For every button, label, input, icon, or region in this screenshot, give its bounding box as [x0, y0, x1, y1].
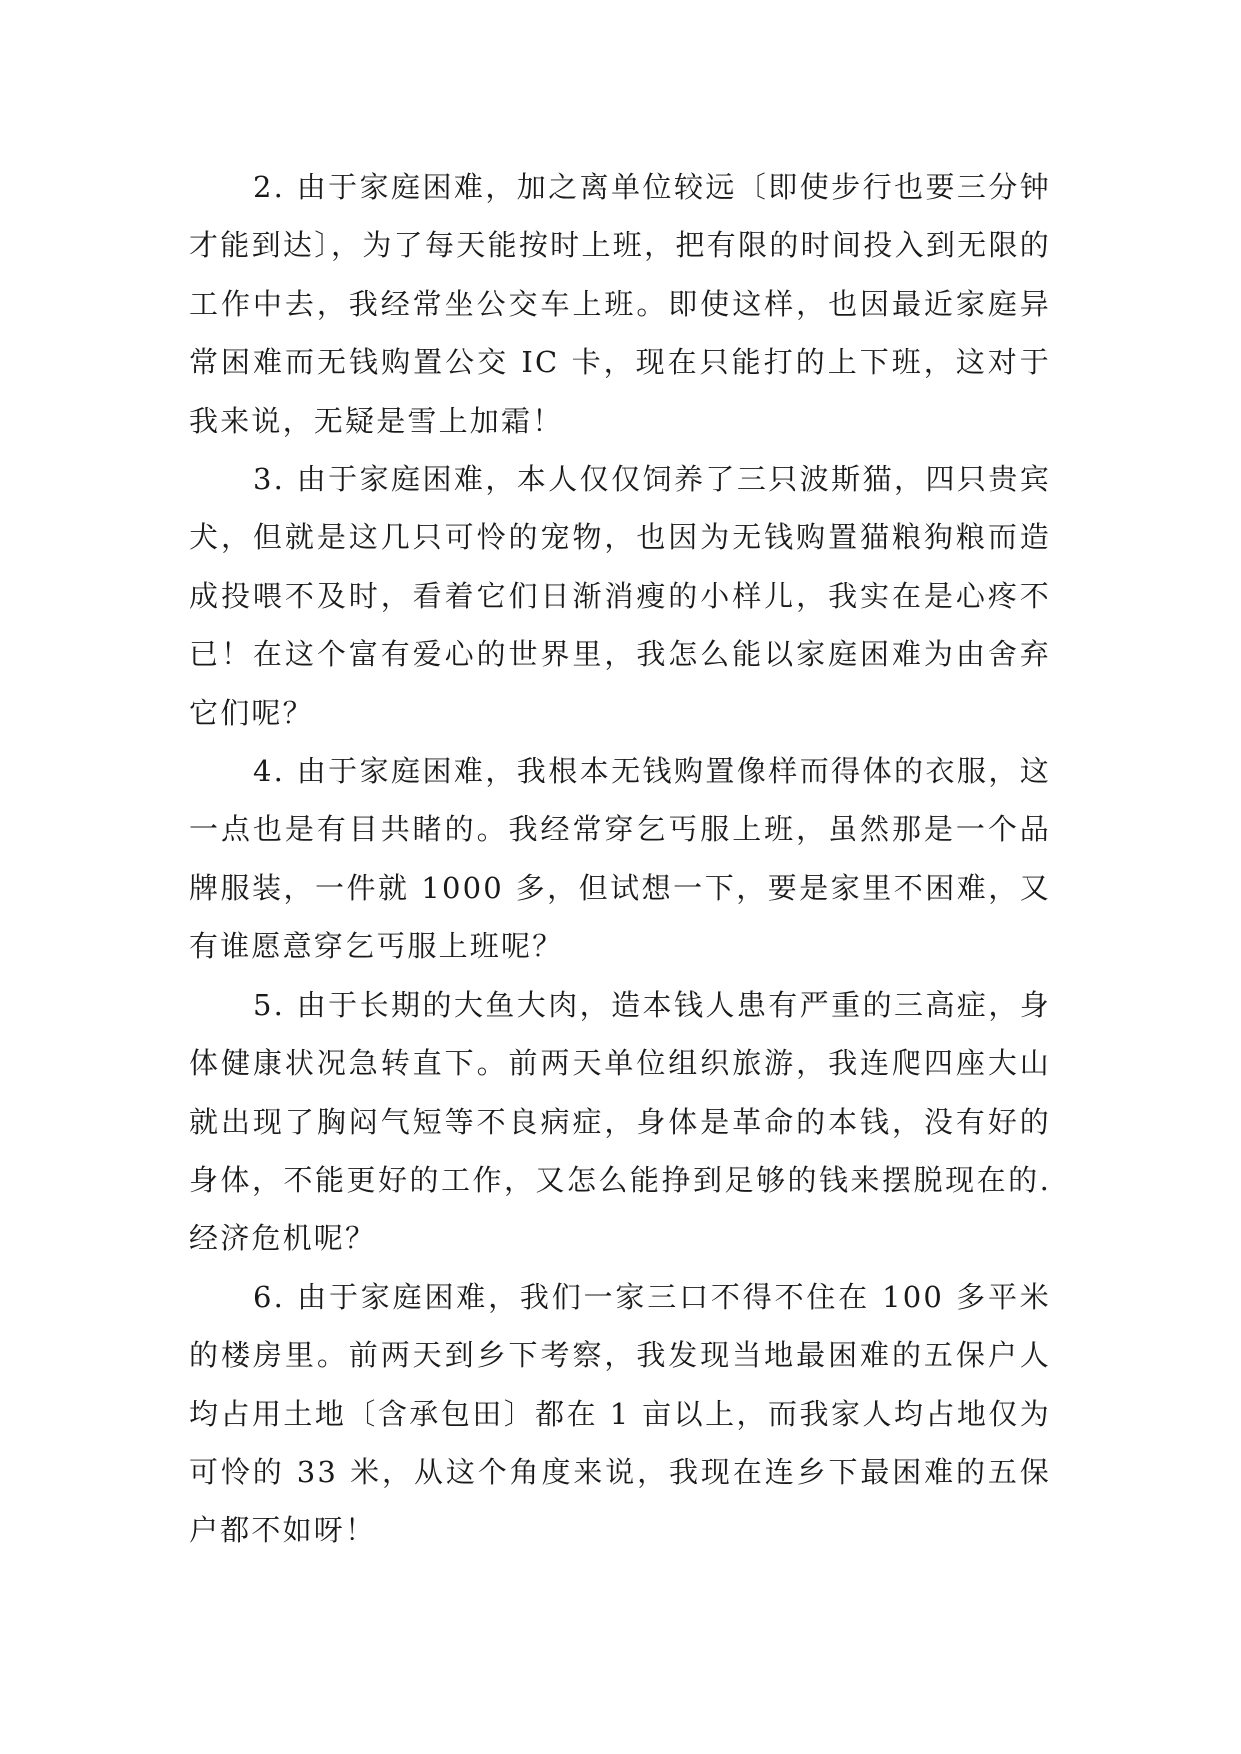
paragraph-5: 5. 由于长期的大鱼大肉，造本钱人患有严重的三高症，身体健康状况急转直下。前两天单位组织旅游，我连爬四座大山就出现了胸闷气短等不良病症，身体是革命的本钱，没有好的身体，不能更好的工作，又怎么能挣到足够的钱来摆脱现在的.经济危机呢？ — [189, 987, 1051, 1256]
paragraph-6: 6. 由于家庭困难，我们一家三口不得不住在 100 多平米的楼房里。前两天到乡下考察，我发现当地最困难的五保户人均占用土地〔含承包田〕都在 1 亩以上，而我家人均占地仅为可怜的 33 米，从这个角度来说，我现在连乡下最困难的五保户都不如呀！ — [189, 1279, 1051, 1548]
paragraph-3: 3. 由于家庭困难，本人仅仅饲养了三只波斯猫，四只贵宾犬，但就是这几只可怜的宠物，也因为无钱购置猫粮狗粮而造成投喂不及时，看着它们日渐消瘦的小样儿，我实在是心疼不已！在这个富有爱心的世界里，我怎么能以家庭困难为由舍弃它们呢？ — [189, 462, 1051, 730]
paragraph-4: 4. 由于家庭困难，我根本无钱购置像样而得体的衣服，这一点也是有目共睹的。我经常穿乞丐服上班，虽然那是一个品牌服装，一件就 1000 多，但试想一下，要是家里不困难，又有谁愿意穿乞丐服上班呢？ — [189, 754, 1051, 964]
document-body — [189, 158, 1051, 1560]
paragraph-2: 2. 由于家庭困难，加之离单位较远〔即使步行也要三分钟才能到达〕，为了每天能按时上班，把有限的时间投入到无限的工作中去，我经常坐公交车上班。即使这样，也因最近家庭异常困难而无钱购置公交 IC 卡，现在只能打的上下班，这对于我来说，无疑是雪上加霜！ — [189, 170, 1051, 438]
